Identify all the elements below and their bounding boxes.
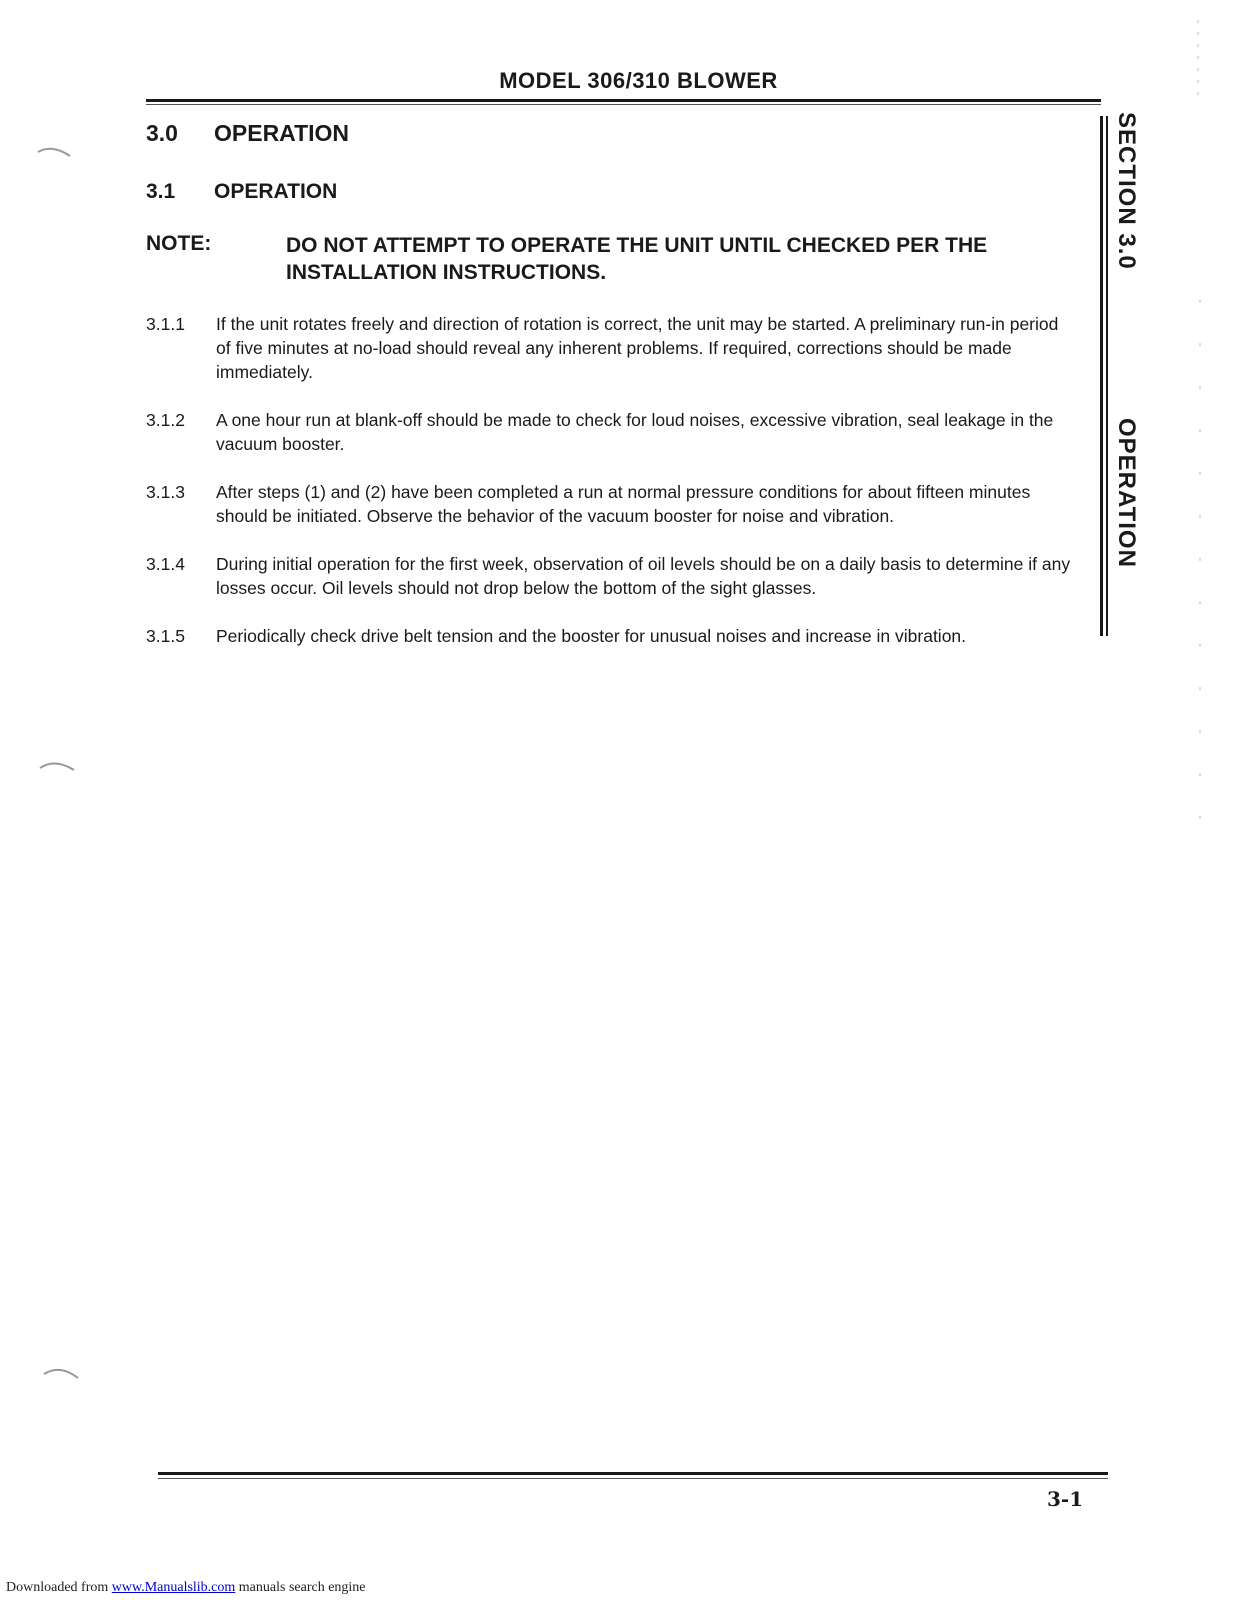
paragraph-number: 3.1.2 (146, 410, 185, 430)
paragraph-number: 3.1.4 (146, 554, 185, 574)
document-header-title: MODEL 306/310 BLOWER (499, 68, 778, 93)
subsection-number: 3.1 (146, 180, 176, 203)
paragraph-text: A one hour run at blank-off should be made to check for loud noises, excessive vibration, seal leakage in the vacuum booster. (216, 410, 1054, 454)
header-rule (146, 99, 1101, 102)
side-tab-section: SECTION 3.0 (1113, 112, 1140, 270)
side-tab-rule-thin (1106, 116, 1108, 636)
paragraph-text: After steps (1) and (2) have been completed a run at normal pressure conditions for about fifteen minutes should be initiated. Observe the behavior of the vacuum booster for noise and vibration. (216, 482, 1031, 526)
scan-mark (44, 1370, 78, 1378)
paragraph-number: 3.1.5 (146, 626, 185, 646)
manualslib-link[interactable]: www.Manualslib.com (111, 1580, 236, 1595)
side-tab-topic: OPERATION (1113, 418, 1140, 568)
paragraph-text: If the unit rotates freely and direction of rotation is correct, the unit may be started. A preliminary run-in period of five minutes at no-load should reveal any inherent problems. If required, corrections should be made immediately. (216, 314, 1059, 382)
footer-prefix: Downloaded from (6, 1580, 112, 1595)
paragraph-number: 3.1.3 (146, 482, 185, 502)
paragraph-text: During initial operation for the first week, observation of oil levels should be on a daily basis to determine if any losses occur. Oil levels should not drop below the bottom of the sight glasses. (216, 554, 1071, 598)
footer-rule (158, 1472, 1108, 1475)
footer-suffix: manuals search engine (235, 1580, 366, 1595)
paragraph-text: Periodically check drive belt tension and the booster for unusual noises and increase in vibration. (216, 626, 967, 646)
scan-mark (40, 763, 74, 770)
paragraph-number: 3.1.1 (146, 314, 185, 334)
subsection-heading (146, 180, 337, 204)
header-rule-thin (146, 104, 1101, 105)
section-number: 3.0 (146, 120, 178, 146)
download-footer (6, 1580, 366, 1596)
section-heading (146, 120, 349, 147)
side-tab-rule (1100, 116, 1103, 636)
footer-rule-thin (158, 1478, 1108, 1479)
scan-mark (38, 149, 70, 156)
subsection-title: OPERATION (214, 180, 338, 203)
page-number: 3-1 (1047, 1487, 1084, 1511)
note-text: DO NOT ATTEMPT TO OPERATE THE UNIT UNTIL CHECKED PER THE INSTALLATION INSTRUCTIONS. (286, 234, 988, 284)
note-label: NOTE: (146, 232, 212, 255)
section-title: OPERATION (214, 120, 350, 146)
